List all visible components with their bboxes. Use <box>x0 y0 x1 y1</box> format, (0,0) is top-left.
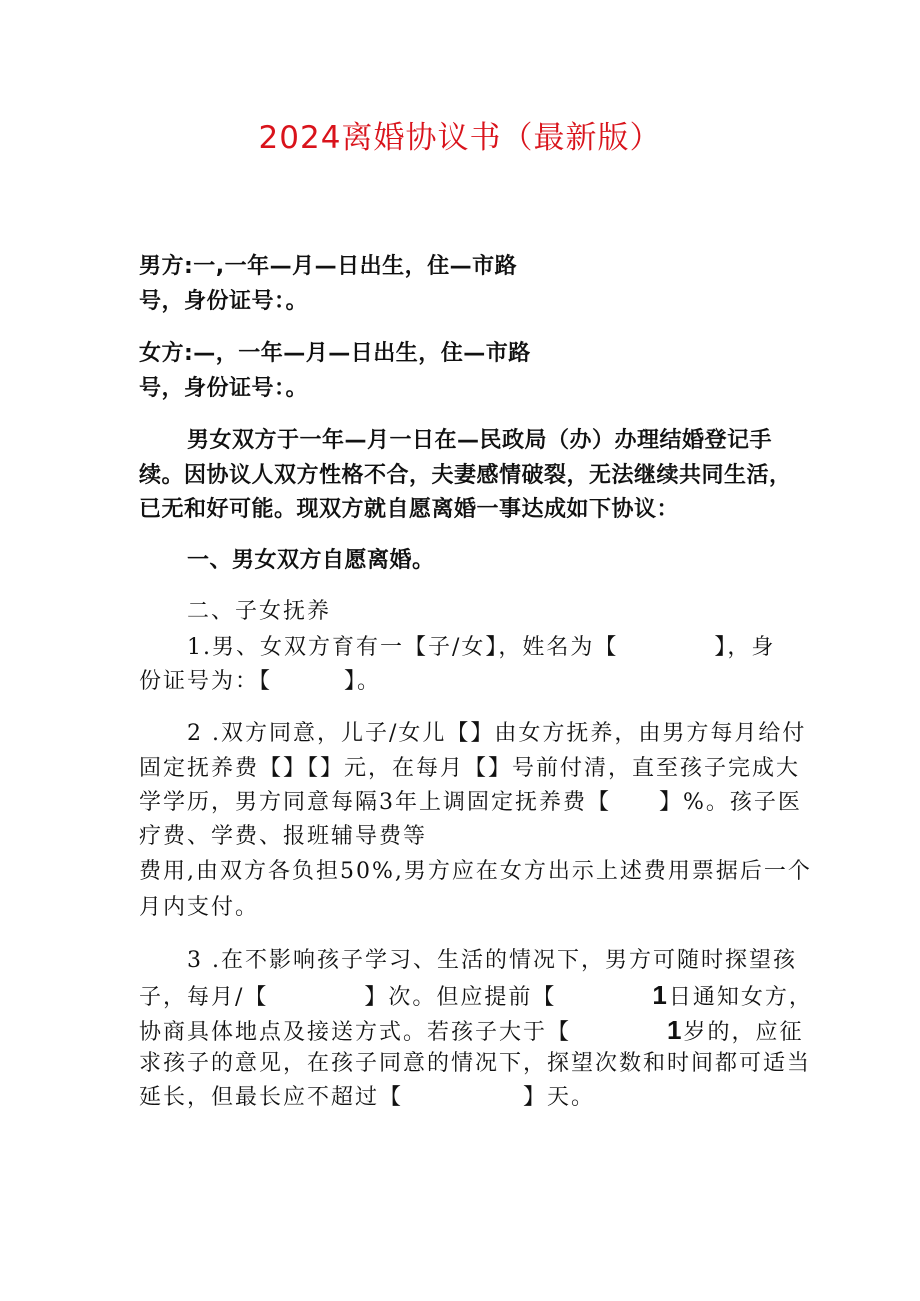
item-3-line2-text-b: 日通知女方， <box>668 985 813 1010</box>
item-3-line4: 求孩子的意见，在孩子同意的情况下，探望次数和时间都可适当 <box>139 1051 812 1076</box>
item-3-line3-text-a: 协商具体地点及接送方式。若孩子大于【 <box>139 1020 668 1045</box>
item-3-line5: 延长，但最长应不超过【 】天。 <box>139 1085 596 1110</box>
section-2-heading: 二、子女抚养 <box>187 599 332 624</box>
item-2-line4: 疗费、学费、报班辅导费等 <box>139 824 428 849</box>
female-info-line1: 女方:—，一年—月—日出生，住—市路 <box>139 341 531 366</box>
female-info-line2: 号，身份证号：。 <box>139 376 309 401</box>
item-2-line1: 2 .双方同意，儿子/女儿【】由女方抚养，由男方每月给付 <box>187 721 807 746</box>
male-info-line1: 男方:一,一年—月—日出生，住—市路 <box>139 254 518 279</box>
item-3-line1: 3 .在不影响孩子学习、生活的情况下，男方可随时探望孩 <box>187 948 797 973</box>
intro-line2: 续。因协议人双方性格不合，夫妻感情破裂，无法继续共同生活， <box>139 463 792 488</box>
item-1-line2: 份证号为：【 】。 <box>139 669 382 694</box>
item-3-line2-text-a: 子，每月/【 】次。但应提前【 <box>139 985 653 1010</box>
male-info-line2: 号，身份证号：。 <box>139 289 309 314</box>
item-2-line2: 固定抚养费【】【】元，在每月【】号前付清，直至孩子完成大 <box>139 756 801 781</box>
item-2-line3: 学学历，男方同意每隔3年上调固定抚养费【 】%。孩子医 <box>139 790 802 815</box>
section-1-heading: 一、男女双方自愿离婚。 <box>187 548 435 573</box>
item-2-line5: 费用,由双方各负担50%,男方应在女方出示上述费用票据后一个 <box>139 859 812 884</box>
item-3-line3 <box>139 1015 804 1048</box>
document-title: 2024离婚协议书（最新版） <box>258 120 662 156</box>
item-3-line2 <box>139 980 813 1013</box>
child-age-value: 1 <box>667 1015 684 1045</box>
notice-days-value: 1 <box>652 980 669 1010</box>
item-2-line6: 月内支付。 <box>139 895 260 920</box>
item-3-line3-text-b: 岁的，应征 <box>683 1020 804 1045</box>
item-1-line1: 1.男、女双方育有一【子/女】，姓名为【 】，身 <box>187 635 776 660</box>
intro-line3: 已无和好可能。现双方就自愿离婚一事达成如下协议： <box>139 497 680 522</box>
intro-line1: 男女双方于一年—月一日在—民政局（办）办理结婚登记手 <box>187 428 773 453</box>
